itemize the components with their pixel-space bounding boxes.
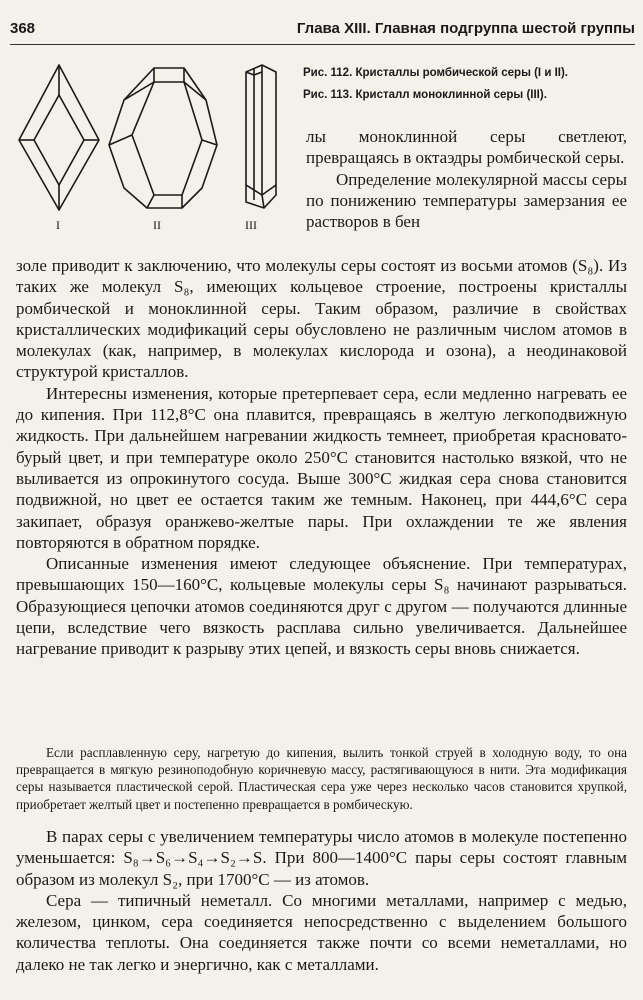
small-print-note bbox=[16, 744, 627, 813]
crystal-drawings bbox=[14, 60, 296, 220]
crystal-label-ii: II bbox=[153, 218, 161, 232]
paragraph-vapor: В парах серы с увеличением температуры число атомов в молекуле постепенно уменьшается: S₈→S₆→S₄→S₂→S. При 800—1400°C пары серы состоят главным образом из молекул S₂, при 1700°C — из атомов. bbox=[16, 827, 627, 889]
crystal-ii-drawing bbox=[109, 68, 217, 208]
figure-captions bbox=[303, 62, 635, 106]
crystal-label-iii: III bbox=[245, 218, 257, 232]
main-text-block-2 bbox=[16, 826, 627, 975]
running-head bbox=[10, 20, 635, 44]
side-text-block bbox=[306, 126, 627, 232]
chapter-title: Глава XIII. Главная подгруппа шестой группы bbox=[296, 20, 635, 37]
paragraph-side-1: лы моноклинной серы светлеют, превращаясь в октаэдры ромбической серы. bbox=[306, 127, 627, 168]
paragraph-nonmetal: Сера — типичный неметалл. Со многими металлами, например с медью, железом, цинком, сера соединяется непосредственно с выделением большого количества теплоты. Она соединяется также почти со всеми неметаллами, но далеко не так легко и энергично, как с металлами. bbox=[16, 890, 627, 974]
main-text-block-1 bbox=[16, 255, 627, 660]
crystal-figures bbox=[14, 60, 296, 240]
header-rule bbox=[10, 44, 635, 45]
paragraph-explanation: Описанные изменения имеют следующее объяснение. При температурах, превышающих 150—160°C, кольцевые молекулы серы S₈ начинают разрываться. Образующиеся цепочки атомов соединяются друг с другом — получаются длинные цепи, вследствие чего вязкость расплава сильно увеличивается. Дальнейшее нагревание приводит к разрыву этих цепей, и вязкость серы вновь снижается. bbox=[16, 554, 627, 659]
crystal-i-drawing bbox=[19, 65, 99, 210]
caption-fig-112: Рис. 112. Кристаллы ромбической серы (I и II). bbox=[303, 67, 568, 79]
crystal-label-i: I bbox=[56, 218, 60, 232]
paragraph-heating: Интересны изменения, которые претерпевает сера, если медленно нагревать ее до кипения. При 112,8°C она плавится, превращаясь в желтую легкоподвижную жидкость. При дальнейшем нагревании жидкость темнеет, приобретая красновато-бурый цвет, и при температуре около 250°C становится настолько вязкой, что не выливается из опрокинутого сосуда. Выше 300°C жидкая сера снова становится подвижной, но цвет ее остается таким же темным. Наконец, при 444,6°C сера закипает, образуя оранжево-желтые пары. При охлаждении те же явления повторяются в обратном порядке. bbox=[16, 383, 627, 552]
page-number: 368 bbox=[10, 20, 36, 37]
caption-fig-113: Рис. 113. Кристалл моноклинной серы (III). bbox=[303, 89, 547, 101]
paragraph-plastic-sulfur: Если расплавленную серу, нагретую до кипения, вылить тонкой струей в холодную воду, то она превращается в мягкую резиноподобную коричневую массу, растягивающуюся в нити. Эта модификация серы называется пластической серой. Пластическая сера уже через несколько часов становится хрупкой, приобретает желтый цвет и постепенно превращается в ромбическую. bbox=[16, 745, 627, 812]
paragraph-molecular-mass: золе приводит к заключению, что молекулы серы состоят из восьми атомов (S₈). Из таких же молекул S₈, имеющих кольцевое строение, построены кристаллы ромбической и моноклинной серы. Таким образом, различие в свойствах кристаллических модификаций серы обусловлено не различным числом атомов в молекулах (как, например, в молекулах кислорода и озона), а неодинаковой структурой кристаллов. bbox=[16, 256, 627, 382]
crystal-iii-drawing bbox=[246, 65, 276, 208]
paragraph-side-2: Определение молекулярной массы серы по понижению температуры замерзания ее растворов в бен bbox=[306, 169, 627, 232]
